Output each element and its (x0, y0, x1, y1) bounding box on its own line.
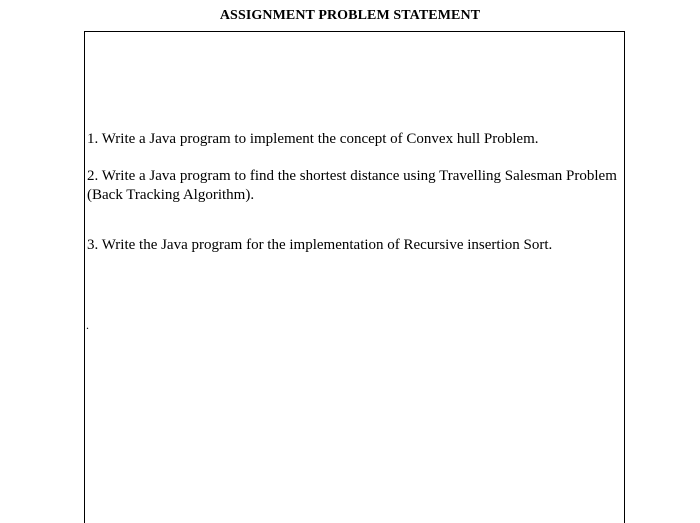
page-title: ASSIGNMENT PROBLEM STATEMENT (219, 8, 481, 23)
problem-item-3: 3. Write the Java program for the implementation of Recursive insertion Sort. (87, 237, 553, 253)
problem-statement-box (84, 31, 625, 523)
stray-dot-mark: . (86, 318, 89, 332)
problem-item-1: 1. Write a Java program to implement the concept of Convex hull Problem. (87, 131, 539, 147)
problem-item-2: 2. Write a Java program to find the shortest distance using Travelling Salesman Problem (Back Tracking Algorithm). (87, 168, 617, 203)
